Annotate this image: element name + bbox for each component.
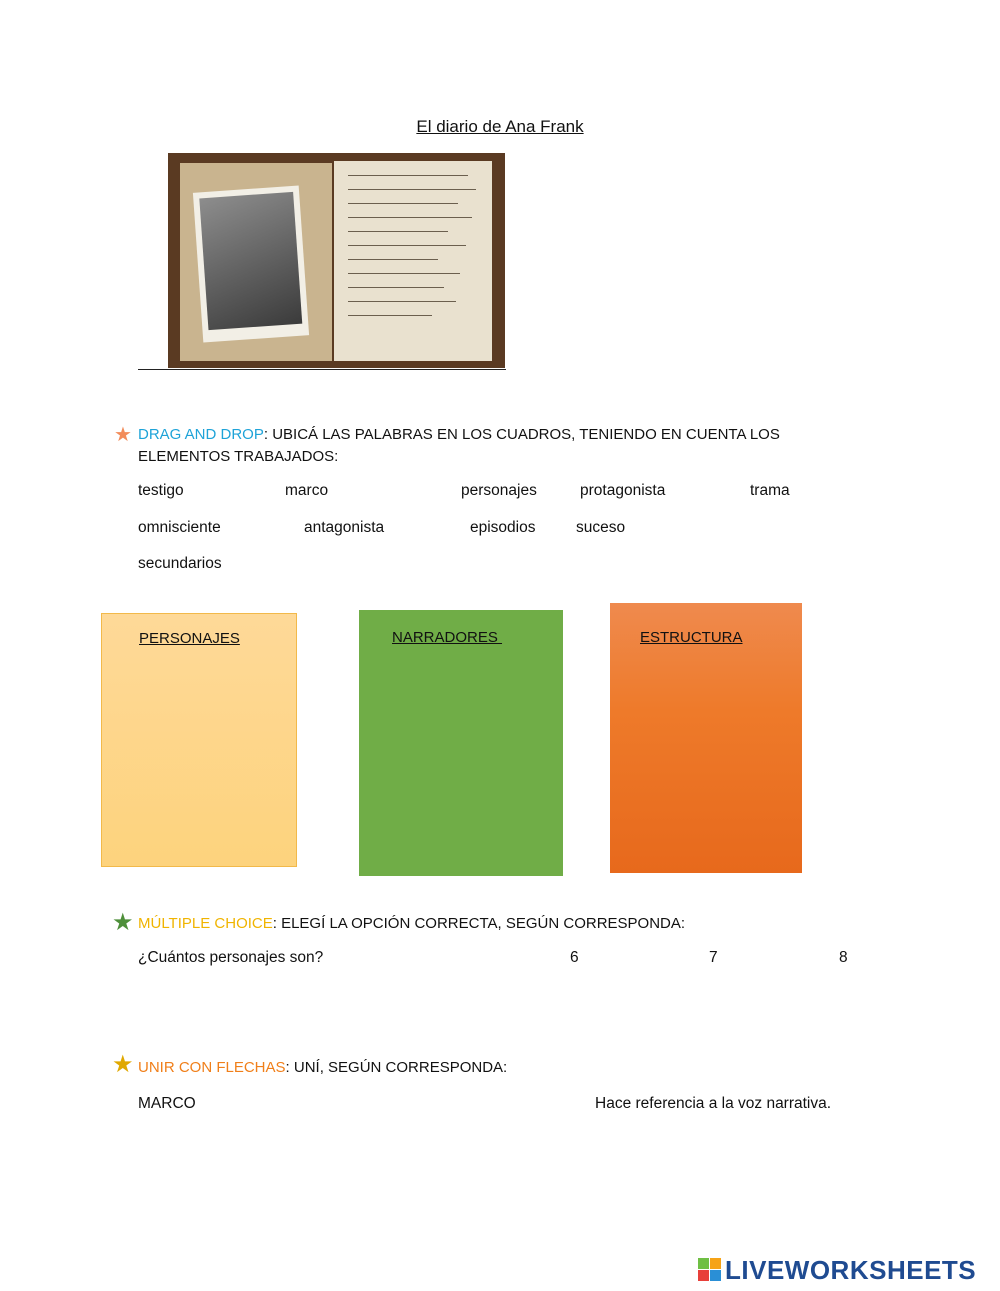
match-keyword: UNIR CON FLECHAS	[138, 1059, 286, 1076]
word-chip[interactable]: marco	[285, 482, 329, 499]
word-chip[interactable]: omnisciente	[138, 519, 221, 536]
star-icon: ★	[114, 424, 132, 446]
drag-drop-keyword: DRAG AND DROP	[138, 426, 264, 443]
word-chip[interactable]: personajes	[461, 482, 537, 499]
multiple-choice-keyword: MÚLTIPLE CHOICE	[138, 915, 273, 932]
photo-underline	[138, 369, 506, 370]
drop-box-label: PERSONAJES	[139, 630, 240, 647]
choice-option[interactable]: 7	[709, 949, 718, 966]
choice-option[interactable]: 8	[839, 949, 848, 966]
drop-box-narradores[interactable]	[359, 610, 563, 876]
drop-box-label: ESTRUCTURA	[640, 629, 743, 646]
drop-box-estructura[interactable]	[610, 603, 802, 873]
drop-box-label: NARRADORES	[392, 629, 503, 646]
word-chip[interactable]: testigo	[138, 482, 184, 499]
question-text: ¿Cuántos personajes son?	[138, 949, 324, 966]
word-chip[interactable]: trama	[750, 482, 790, 499]
match-right-item[interactable]: Hace referencia a la voz narrativa.	[595, 1095, 832, 1112]
word-chip[interactable]: suceso	[576, 519, 626, 536]
word-chip[interactable]: secundarios	[138, 555, 222, 572]
match-instruction: UNIR CON FLECHAS: UNÍ, SEGÚN CORRESPONDA:	[138, 1059, 508, 1076]
portrait-photo	[193, 185, 309, 342]
word-chip[interactable]: episodios	[470, 519, 536, 536]
page-title: El diario de Ana Frank	[416, 117, 584, 136]
diary-right-page	[334, 161, 492, 361]
logo-icon	[698, 1258, 722, 1282]
word-chip[interactable]: protagonista	[580, 482, 666, 499]
match-left-item[interactable]: MARCO	[138, 1095, 196, 1112]
star-icon: ★	[112, 909, 134, 936]
diary-photo	[168, 153, 505, 368]
drop-box-personajes[interactable]	[101, 613, 297, 867]
word-chip[interactable]: antagonista	[304, 519, 385, 536]
drag-drop-instruction: DRAG AND DROP: UBICÁ LAS PALABRAS EN LOS CUADROS, TENIENDO EN CUENTA LOS ELEMENTOS TRABAJADOS:	[138, 426, 780, 465]
multiple-choice-instruction: MÚLTIPLE CHOICE: ELEGÍ LA OPCIÓN CORRECTA, SEGÚN CORRESPONDA:	[138, 915, 686, 932]
star-icon: ★	[112, 1051, 134, 1078]
liveworksheets-logo: LIVEWORKSHEETS	[698, 1255, 976, 1286]
choice-option[interactable]: 6	[570, 949, 579, 966]
